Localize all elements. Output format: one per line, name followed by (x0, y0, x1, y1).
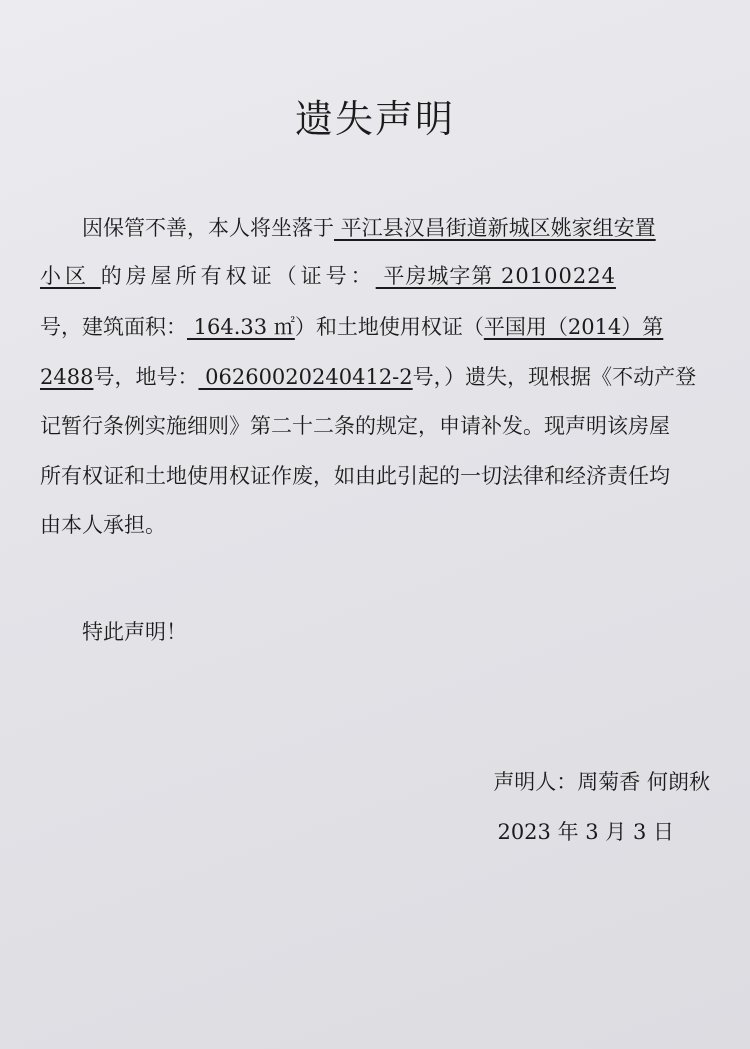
body-line-3 (40, 310, 712, 344)
body-line-4 (40, 360, 712, 394)
body-line-2 (40, 259, 712, 293)
body-line-5: 记暂行条例实施细则》第二十二条的规定，申请补发。现声明该房屋 (40, 414, 670, 438)
body-text: 号，建筑面积： (40, 315, 187, 339)
lot-number: 06260020240412-2 (198, 365, 413, 389)
body-text: ）和土地使用权证（ (294, 315, 484, 339)
closing-statement: 特此声明！ (82, 620, 187, 644)
house-certificate-number: 平房城字第 20100224 (375, 264, 616, 288)
body-line-6: 所有权证和土地使用权证作废，如由此引起的一切法律和经济责任均 (40, 464, 670, 488)
body-text: 号，地号： (93, 365, 199, 389)
body-line-1 (40, 211, 712, 245)
body-text: 号，）遗失，现根据《不动产登 (412, 365, 697, 389)
document-title: 遗失声明 (294, 97, 455, 141)
body-line-7: 由本人承担。 (40, 513, 166, 537)
property-address-part-1: 平江县汉昌街道新城区姚家组安置 (334, 216, 656, 240)
land-certificate-number-part-1: 平国用（2014）第 (483, 315, 664, 339)
body-text: 因保管不善，本人将坐落于 (82, 216, 334, 240)
declarant-names: 声明人：周菊香 何朗秋 (493, 770, 710, 794)
building-area: 164.33 ㎡ (187, 315, 295, 339)
land-certificate-number-part-2: 2488 (40, 365, 94, 389)
declaration-date: 2023 年 3 月 3 日 (497, 820, 674, 844)
property-address-part-2: 小区 (40, 264, 101, 288)
body-text: 的房屋所有权证（证号： (100, 264, 376, 288)
